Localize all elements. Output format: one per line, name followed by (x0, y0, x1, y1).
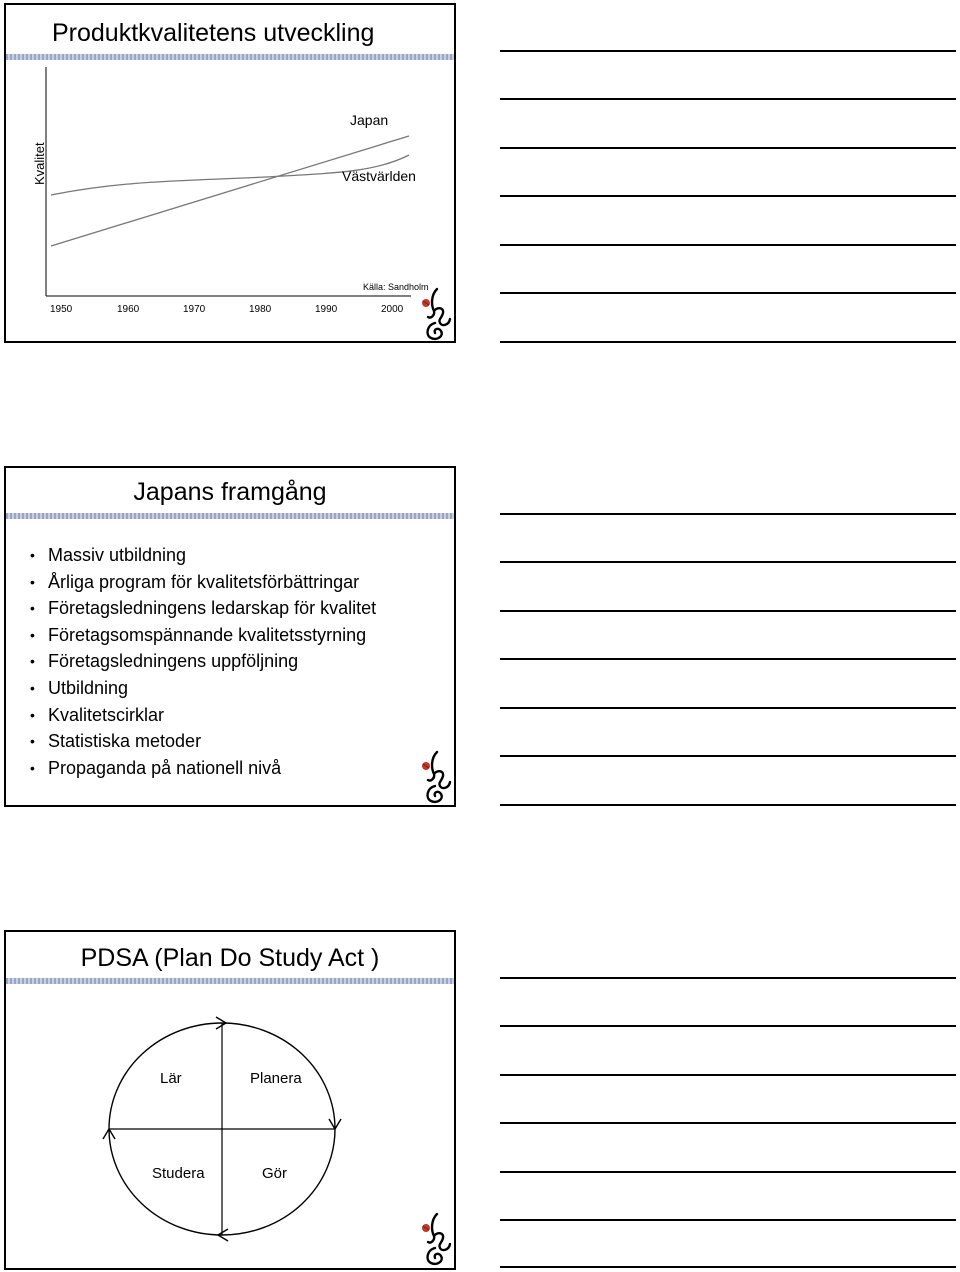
note-line (500, 1266, 956, 1268)
series-label-japan: Japan (350, 112, 389, 128)
x-tick: 1960 (117, 304, 140, 315)
hg-logo-icon (417, 285, 456, 343)
quadrant-learn: Lär (160, 1070, 182, 1087)
list-item: • Massiv utbildning (30, 542, 376, 569)
x-tick: 1980 (249, 304, 272, 315)
list-item: • Statistiska metoder (30, 728, 376, 755)
title-divider (6, 513, 454, 519)
note-line (500, 1122, 956, 1124)
bullet-icon: • (30, 679, 35, 696)
note-line (500, 610, 956, 612)
note-line (500, 707, 956, 709)
list-item: • Kvalitetscirklar (30, 702, 376, 729)
note-line (500, 50, 956, 52)
note-line (500, 1025, 956, 1027)
x-tick: 1990 (315, 304, 338, 315)
note-line (500, 244, 956, 246)
list-item: • Företagsledningens ledarskap för kvalitet (30, 595, 376, 622)
note-line (500, 98, 956, 100)
x-tick: 2000 (381, 304, 404, 315)
note-line (500, 513, 956, 515)
note-line (500, 561, 956, 563)
quadrant-study: Studera (152, 1165, 205, 1182)
note-line (500, 1074, 956, 1076)
note-line (500, 1219, 956, 1221)
series-label-western: Västvärlden (342, 168, 416, 184)
bullet-icon: • (30, 573, 35, 590)
quadrant-plan: Planera (250, 1070, 302, 1087)
slide-title: PDSA (Plan Do Study Act ) (80, 944, 380, 972)
note-line (500, 341, 956, 343)
bullet-icon: • (30, 626, 35, 643)
note-line (500, 292, 956, 294)
note-line (500, 804, 956, 806)
source-note: Källa: Sandholm (363, 282, 429, 292)
bullet-icon: • (30, 733, 35, 750)
y-axis-label: Kvalitet (32, 142, 47, 185)
note-line (500, 755, 956, 757)
pdsa-cycle-diagram (6, 932, 456, 1270)
bullet-icon: • (30, 759, 35, 776)
bullet-icon: • (30, 600, 35, 617)
list-item: • Företagsledningens uppföljning (30, 648, 376, 675)
x-tick: 1950 (50, 304, 73, 315)
slide-title: Japans framgång (133, 478, 327, 506)
x-tick: 1970 (183, 304, 206, 315)
slide-japan-success (4, 466, 456, 807)
hg-logo-icon (417, 1210, 456, 1268)
bullet-icon: • (30, 547, 35, 563)
hg-logo-icon (417, 748, 456, 806)
bullet-list (30, 542, 376, 781)
list-item: • Företagsomspännande kvalitetsstyrning (30, 622, 376, 649)
list-item: • Propaganda på nationell nivå (30, 755, 376, 782)
slide-title: Produktkvalitetens utveckling (52, 19, 375, 47)
note-line (500, 195, 956, 197)
list-item: • Utbildning (30, 675, 376, 702)
note-line (500, 658, 956, 660)
quadrant-do: Gör (262, 1165, 288, 1182)
note-line (500, 977, 956, 979)
note-line (500, 147, 956, 149)
bullet-icon: • (30, 706, 35, 723)
japan-trend-line (51, 136, 409, 246)
list-item: • Årliga program för kvalitetsförbättringar (30, 569, 376, 596)
slide-product-quality (4, 3, 456, 343)
bullet-icon: • (30, 653, 35, 670)
slide-pdsa (4, 930, 456, 1270)
note-line (500, 1171, 956, 1173)
